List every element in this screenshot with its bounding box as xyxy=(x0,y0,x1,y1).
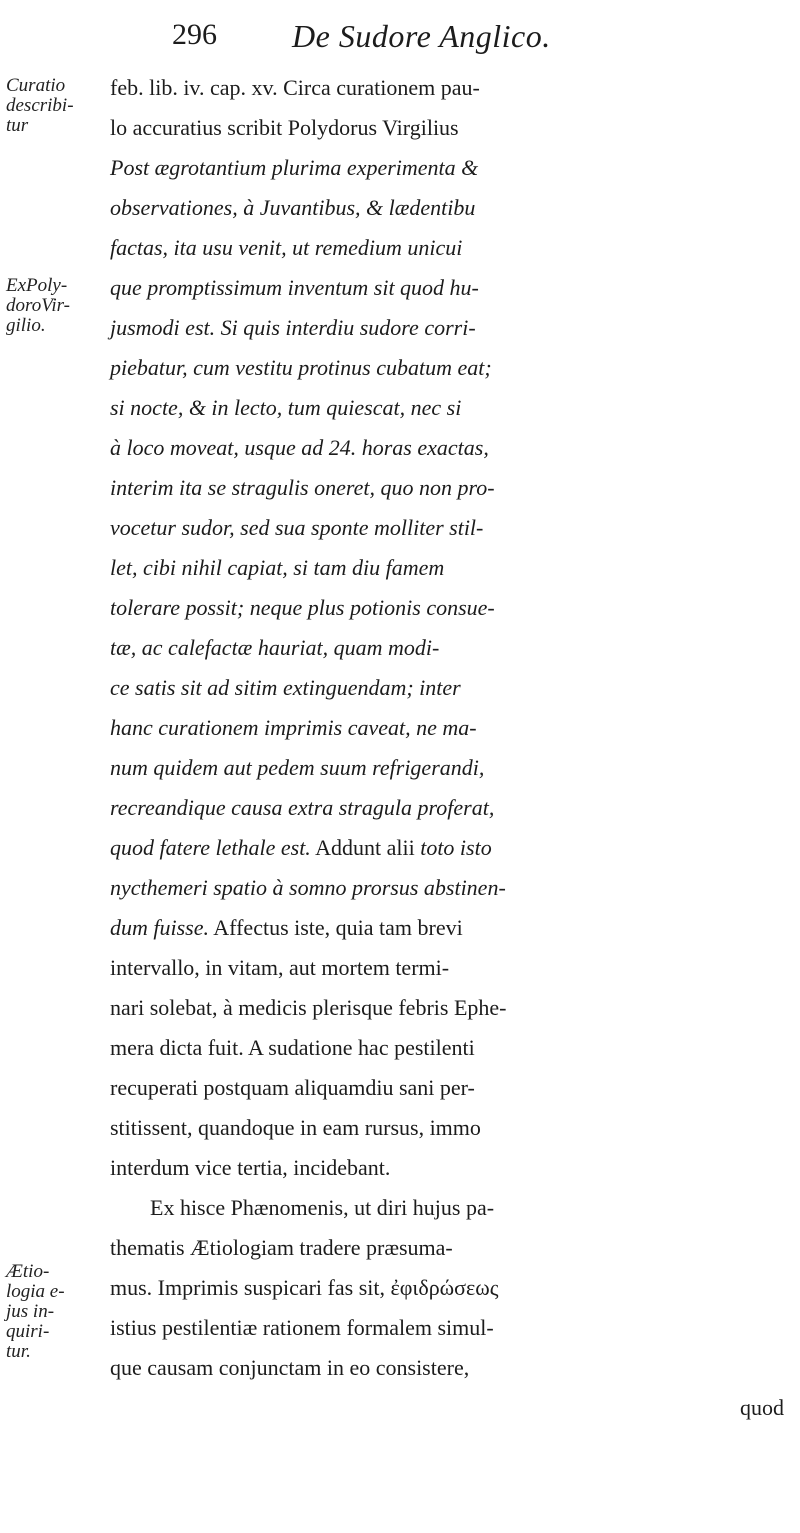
catchword: quod xyxy=(740,1395,784,1420)
running-head xyxy=(0,18,800,62)
text-line: factas, ita usu venit, ut remedium unicui xyxy=(110,235,463,260)
margin-note-line: doroVir- xyxy=(6,295,71,316)
text-line: nari solebat, à medicis plerisque febris Ephe- xyxy=(110,995,507,1020)
text-line: nycthemeri spatio à somno prorsus abstinen- xyxy=(110,875,506,900)
page-number: 296 xyxy=(172,18,217,51)
text-line: jusmodi est. Si quis interdiu sudore corri- xyxy=(110,315,476,340)
margin-note-line: ExPoly- xyxy=(6,275,68,296)
body-text xyxy=(110,68,790,1428)
text-line: ce satis sit ad sitim extinguendam; inter xyxy=(110,675,461,700)
text-line: vocetur sudor, sed sua sponte molliter stil- xyxy=(110,515,484,540)
text-line: mera dicta fuit. A sudatione hac pestilenti xyxy=(110,1035,475,1060)
text-line: lo accuratius scribit Polydorus Virgilius xyxy=(110,115,459,140)
margin-note-curatio xyxy=(6,76,74,136)
text-line: num quidem aut pedem suum refrigerandi, xyxy=(110,755,485,780)
text-line: que causam conjunctam in eo consistere, xyxy=(110,1355,470,1380)
text-segment: dum fuisse. xyxy=(110,915,209,940)
text-line: Ex hisce Phænomenis, ut diri hujus pa- xyxy=(150,1195,495,1220)
margin-note-line: tur. xyxy=(6,1341,31,1362)
text-line: feb. lib. iv. cap. xv. Circa curationem pau- xyxy=(110,75,480,100)
running-title: De Sudore Anglico. xyxy=(292,18,551,54)
text-line: tolerare possit; neque plus potionis consue- xyxy=(110,595,495,620)
text-segment: toto isto xyxy=(420,835,492,860)
margin-note-polydoro xyxy=(6,276,70,336)
text-segment: Addunt alii xyxy=(310,835,421,860)
margin-note-line: logia e- xyxy=(6,1281,65,1302)
text-line: tæ, ac calefactæ hauriat, quam modi- xyxy=(110,635,440,660)
text-line xyxy=(110,908,790,948)
margin-note-aetiologia xyxy=(6,1262,65,1362)
margin-note-line: jus in- xyxy=(6,1301,55,1322)
text-line: hanc curationem imprimis caveat, ne ma- xyxy=(110,715,477,740)
text-line: observationes, à Juvantibus, & lædentibu xyxy=(110,195,476,220)
text-line: Post ægrotantium plurima experimenta & xyxy=(110,155,479,180)
text-line xyxy=(110,828,790,868)
text-segment: Affectus iste, quia tam brevi xyxy=(209,915,463,940)
margin-note-line: describi- xyxy=(6,95,74,116)
text-line: recuperati postquam aliquamdiu sani per- xyxy=(110,1075,475,1100)
text-line: intervallo, in vitam, aut mortem termi- xyxy=(110,955,450,980)
margin-note-line: tur xyxy=(6,115,29,136)
text-line: let, cibi nihil capiat, si tam diu famem xyxy=(110,555,445,580)
text-line: interdum vice tertia, incidebant. xyxy=(110,1155,391,1180)
margin-note-line: Curatio xyxy=(6,75,66,96)
text-line: recreandique causa extra stragula proferat, xyxy=(110,795,495,820)
text-line: interim ita se stragulis oneret, quo non pro- xyxy=(110,475,495,500)
margin-note-line: quiri- xyxy=(6,1321,50,1342)
text-line: piebatur, cum vestitu protinus cubatum eat; xyxy=(110,355,492,380)
text-segment: quod fatere lethale est. xyxy=(110,835,311,860)
text-line: thematis Ætiologiam tradere præsuma- xyxy=(110,1235,453,1260)
text-line: istius pestilentiæ rationem formalem simul- xyxy=(110,1315,494,1340)
text-line: que promptissimum inventum sit quod hu- xyxy=(110,275,479,300)
text-line: stitissent, quandoque in eam rursus, immo xyxy=(110,1115,481,1140)
margin-note-line: gilio. xyxy=(6,315,46,336)
margin-note-line: Ætio- xyxy=(6,1261,50,1282)
text-line: si nocte, & in lecto, tum quiescat, nec si xyxy=(110,395,462,420)
text-line: mus. Imprimis suspicari fas sit, ἐφιδρώσεως xyxy=(110,1275,499,1300)
text-line: à loco moveat, usque ad 24. horas exactas, xyxy=(110,435,489,460)
